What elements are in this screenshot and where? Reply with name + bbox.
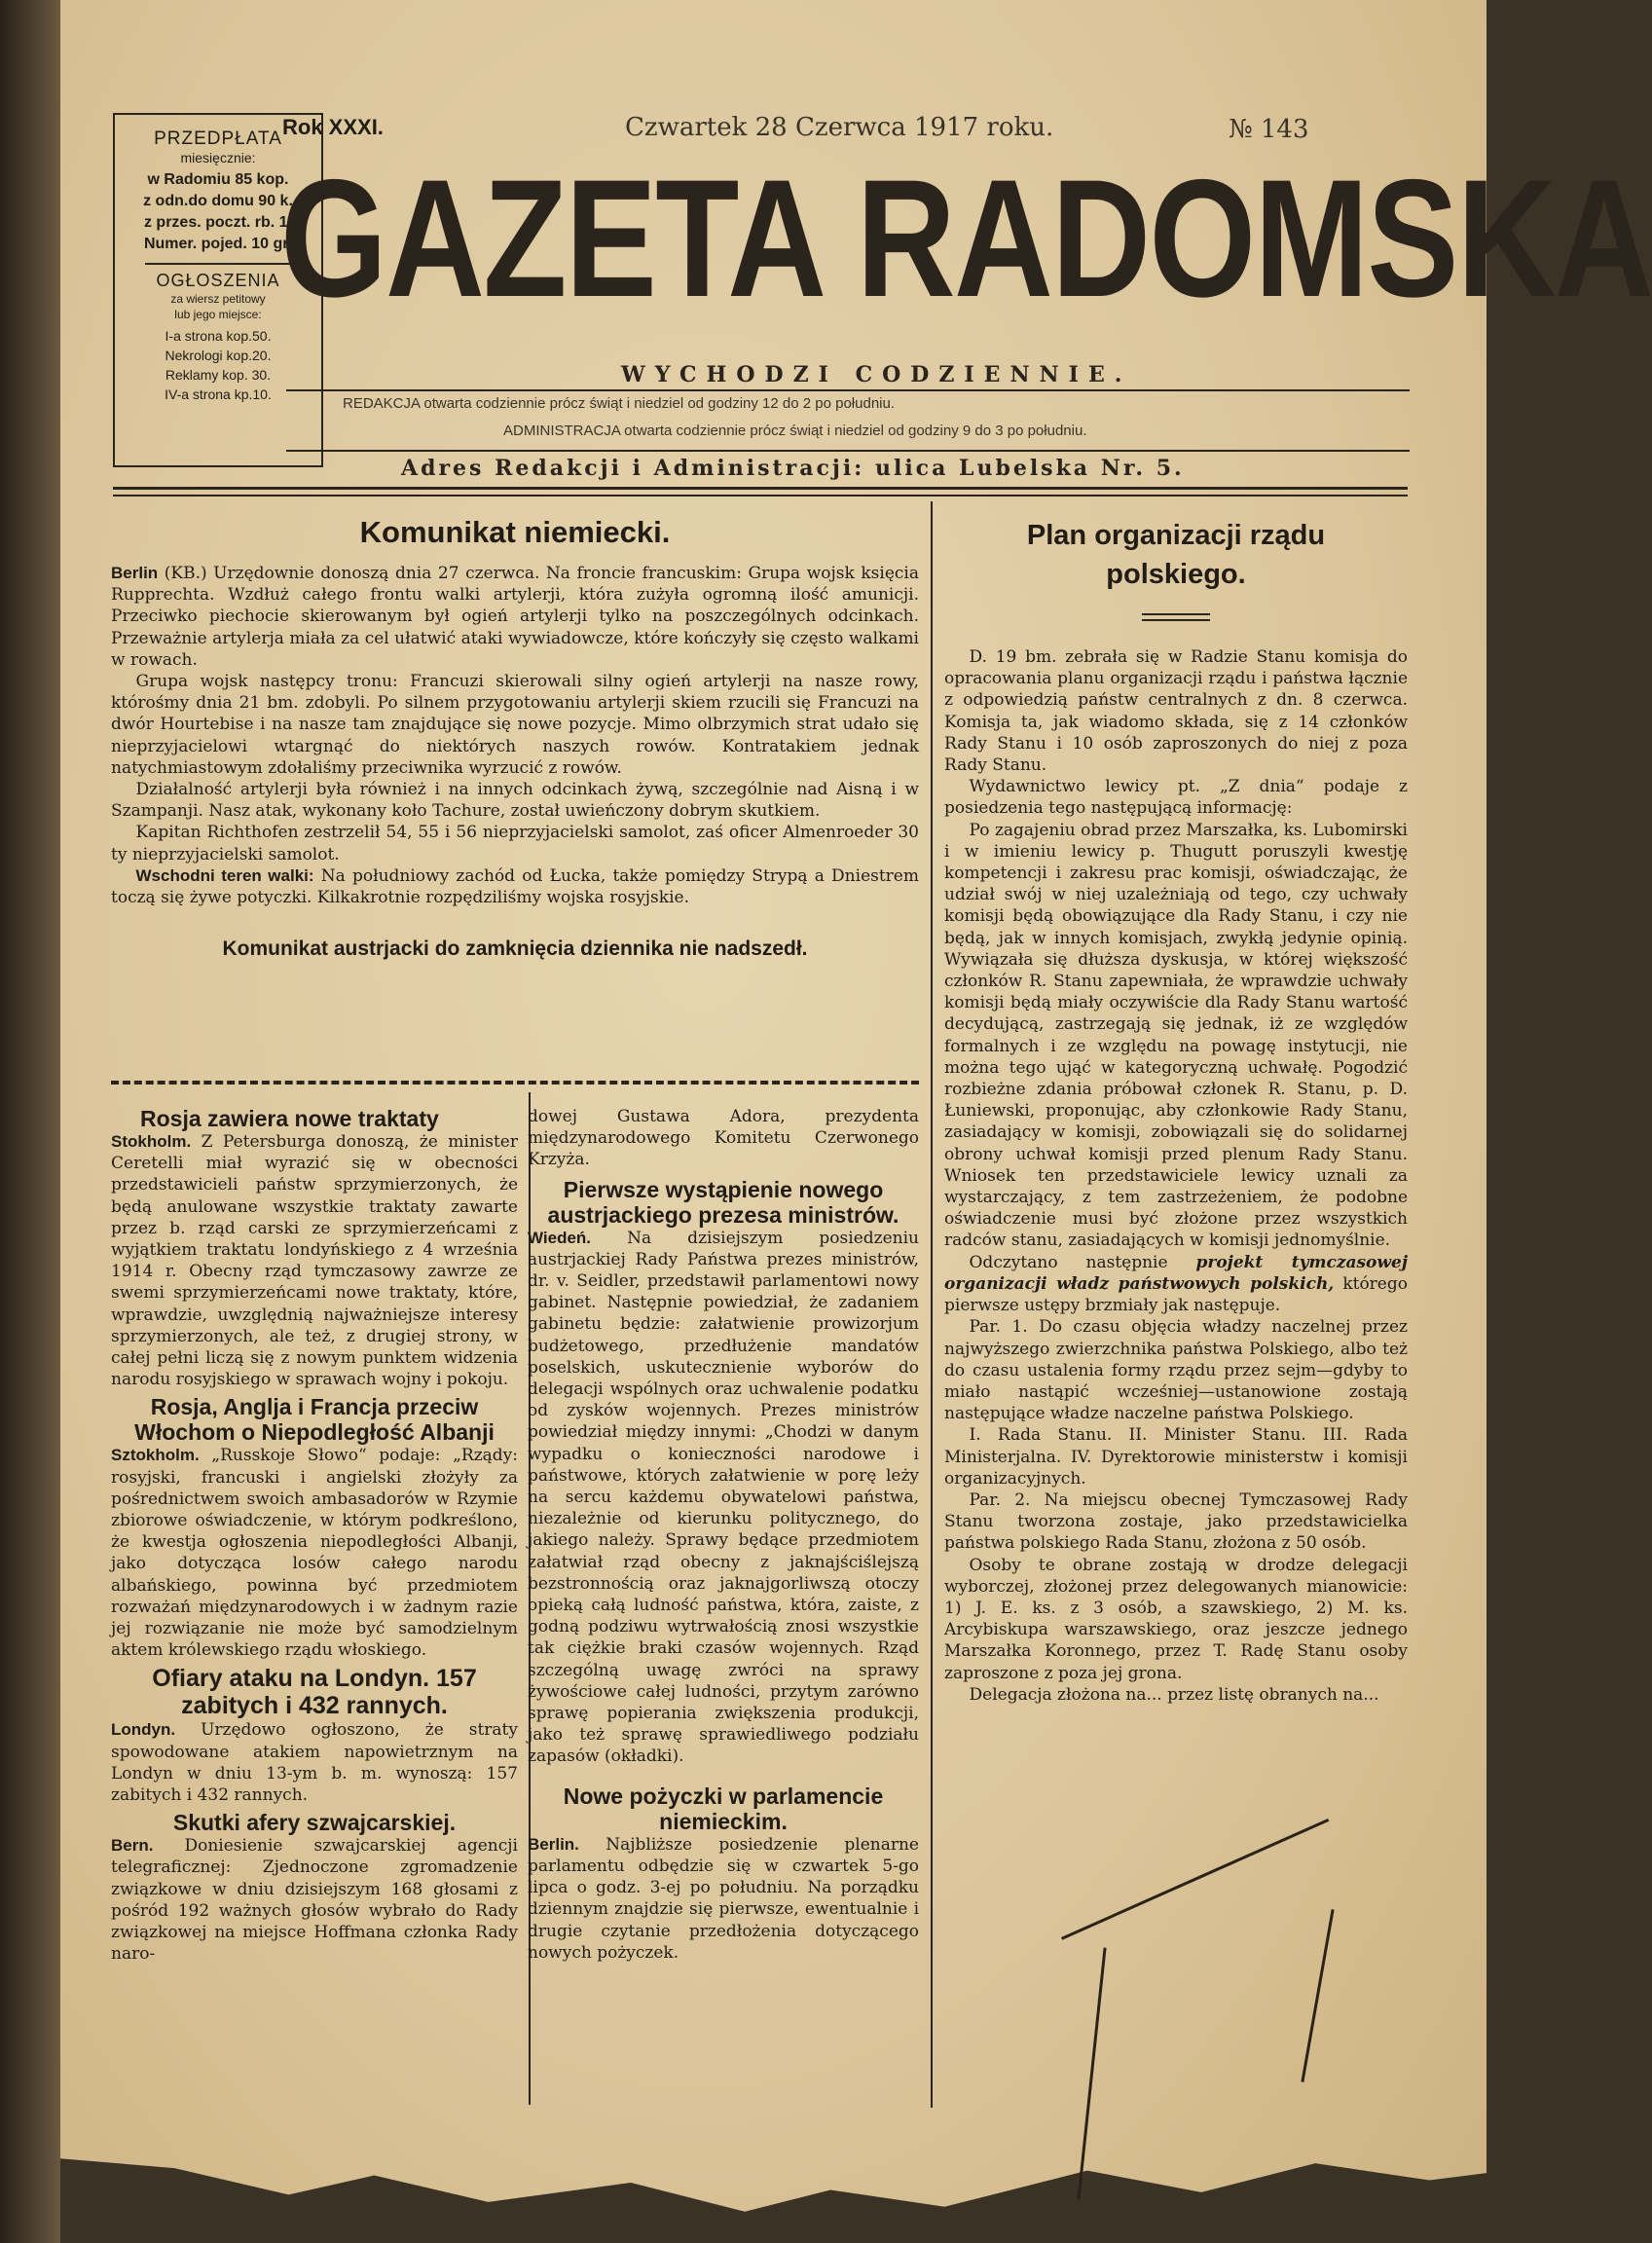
ads-line: IV-a strona kp.10. bbox=[165, 386, 272, 402]
article-title: Nowe pożyczki w parlamencie niemieckim. bbox=[563, 1783, 884, 1834]
column-middle-lower bbox=[528, 1106, 919, 1964]
paragraph: (KB.) Urzędownie donoszą dnia 27 czerwca. Na froncie francuskim: Grupa wojsk księcia Rupprechta. Wzdłuż całego frontu walki artylerji, która zużyła ogromną ilość amunicji. Przeciwko piechocie skierowanym był ogień artylerji tylko na poszczególnych odcinkach. Przeważnie artylerja miała za cel ułatwić ataki wywiadowcze, które kończyły się często walkami w rowach. bbox=[111, 564, 919, 670]
section-lead: Wschodni teren walki: bbox=[135, 865, 314, 885]
subscription-subtitle: miesięcznie: bbox=[180, 150, 256, 165]
paragraph: Kapitan Richthofen zestrzelił 54, 55 i 56 nieprzyjacielski samolot, zaś oficer Almenroeder 30 ty nieprzyjacielski samolot. bbox=[111, 823, 919, 864]
paragraph: Na dzisiejszym posiedzeniu austrjackiej Rady Państwa prezes ministrów, dr. v. Seidler, przedstawił parlamentowi nowy gabinet. Następnie powiedział, że zadaniem gabinetu będzie: załatwienie prowizorjum budżetowego, przedłużenie mandatów poselskich, uskutecznienie wyborów do delegacji wspólnych oraz uchwalenie podatku od zysków wojennych. Prezes ministrów powiedział między innymi: „Chodzi w danym wypadku o konieczności narodowe i państwowe, których załatwienie w porę leży na sercu każdemu obywatelowi państwa, niezależnie od kierunku politycznego, do jakiego należy. Sprawy będące przedmiotem załatwiał rząd obecny z jaknajściślejszą bezstronnością oraz jaknajgorliwszą otoczy opieką całą ludność państwa, która, zaiste, z godną podziwu wytrwałością znosi wszystkie tak ciężkie braki czasów wojennych. Rząd szczególną uwagę zwróci na sprawy żywościowe całej ludności, przytym zarówno sprawę popierania zwiększenia produkcji, jako też sprawę sprawiedliwego podziału zapasów (okładki). bbox=[528, 1228, 919, 1767]
emphasis: projekt tymczasowej organizacji władz państwowych polskich, bbox=[944, 1252, 1408, 1294]
article-title: Ofiary ataku na Londyn. 157 zabitych i 432 rannych. bbox=[152, 1665, 477, 1720]
paragraph: Wydawnictwo lewicy pt. „Z dnia“ podaje z posiedzenia tego następującą informację: bbox=[944, 777, 1408, 819]
paragraph: Po zagajeniu obrad przez Marszałka, ks. Lubomirski i w imieniu lewicy p. Thugutt poruszyli kwestję kompetencji i zakresu prac komisji, oświadczając, że udział swój w niej uzależniają od tego, czy uchwały komisji będą obowiązujące dla Rady Stanu, i czy nie będą, jak w innych komisjach, zwykłą jedynie opinią. Wywiązała się dłuższa dyskusja, w której większość członków R. Stanu zapewniała, że wprawdzie uchwały komisji będą miały oczywiście dla Rady Stanu wartość decydującą, zastrzegają się jednak, iż ze względów formalnych i ze względu na powagę instytucji, nie można tego ująć w kategoryczną uchwałę. Pogodzić rozbieżne zdania próbował członek R. Stanu, p. D. Łuniewski, proponując, aby członkowie Rady Stanu, zasiadający w komisji, zobowiązali się do solidarnej obrony uchwał komisji przed plenum Rady Stanu. Wniosek ten przedstawiciele lewicy uznali za wystarczający, z tem zastrzeżeniem, że podobne oświadczenie musi być złożone przez wszystkich radców stanu, zasiadających w komisji jednomyślnie. bbox=[944, 820, 1408, 1251]
ads-line: za wiersz petitowy bbox=[170, 292, 266, 306]
dateline: Londyn. bbox=[111, 1720, 176, 1740]
paragraph: którego pierwsze ustępy brzmiały jak następuje. bbox=[944, 1273, 1408, 1316]
article-title: Rosja zawiera nowe traktaty bbox=[140, 1106, 439, 1131]
ads-title: OGŁOSZENIA bbox=[156, 271, 280, 290]
column-left-lower bbox=[111, 1106, 518, 1966]
paragraph: Osoby te obrane zostają w drodze delegacji wyborczej, złożonej przez delegowanych mianowicie: 1) J. E. ks. z 3 osób, a szawskiego, 2) M. ks. Arcybiskupa warszawskiego, oraz jeszcze jednego Marszałka Koronnego, przez T. Radę Stanu osoby zaproszone z poza jej grona. bbox=[944, 1555, 1408, 1683]
paragraph: Z Petersburga donoszą, że minister Ceretelli miał wyrazić się w obecności przedstawicieli państw sprzymierzonych, że będą anulowane wszystkie traktaty zawarte przez b. rząd carski ze sprzymierzeńcami z wyjątkiem traktatu londyńskiego z 4 września 1914 r. Obecny rząd tymczasowy zawrze ze swemi sprzymierzeńcami nowe traktaty, które, wprawdzie, uwzględnią najważniejsze interesy sprzymierzonych, ale też, z drugiej strony, w całej pełni liczą się z nowym punktem widzenia narodu rosyjskiego w sprawach wojny i pokoju. bbox=[111, 1132, 518, 1390]
newspaper-title: GAZETA RADOMSKA bbox=[280, 145, 1652, 332]
administracja-line: ADMINISTRACJA otwarta codziennie prócz świąt i niedziel od godziny 9 do 3 po południu. bbox=[503, 423, 1087, 439]
article-komunikat-niemiecki bbox=[111, 514, 919, 961]
paragraph: Urzędowo ogłoszono, że straty spowodowane atakiem napowietrznym na Londyn w dniu 13-ym b. m. wynoszą: 157 zabitych i 432 rannych. bbox=[111, 1720, 518, 1806]
volume-label: Rok XXXI. bbox=[282, 115, 384, 139]
article-title: Plan organizacji rządu polskiego. bbox=[1026, 520, 1326, 590]
article-title: Pierwsze wystąpienie nowego austrjackiego prezesa ministrów. bbox=[547, 1176, 899, 1228]
article-title: Skutki afery szwajcarskiej. bbox=[172, 1810, 457, 1836]
redakcja-line: REDAKCJA otwarta codziennie prócz świąt i niedziel od godziny 12 do 2 po południu. bbox=[343, 395, 895, 412]
dateline: Sztokholm. bbox=[111, 1446, 200, 1465]
paragraph: dowej Gustawa Adora, prezydenta międzynarodowego Komitetu Czerwonego Krzyża. bbox=[528, 1107, 919, 1170]
ads-line: Reklamy kop. 30. bbox=[165, 367, 272, 383]
article-plan-organizacji bbox=[944, 516, 1408, 1706]
ads-line: lub jego miejsce: bbox=[174, 308, 262, 321]
price-line: w Radomiu 85 kop. bbox=[147, 171, 289, 188]
book-binding bbox=[0, 0, 60, 2243]
article-title: Rosja, Anglja i Francja przeciw Włochom o Niepodległość Albanji bbox=[134, 1394, 495, 1446]
ads-line: Nekrologi kop.20. bbox=[165, 348, 272, 363]
paragraph: D. 19 bm. zebrała się w Radzie Stanu komisja do opracowania planu organizacji rządu i państwa łącznie z odpowiedzią państw centralnych z dn. 8 czerwca. Komisja ta, jak wiadomo składa, się z 14 członków Rady Stanu i 10 osób zaproszonych do niej z poza Rady Stanu. bbox=[944, 647, 1408, 776]
paragraph: Grupa wojsk następcy tronu: Francuzi skierowali silny ogień artylerji na nasze rowy, którośmy dnia 21 bm. zdobyli. Po silnem przygotowaniu artylerji skiem rzucili się Francuzi na dwór Hourtebise i na nasze tam znajdujące się nowe pozycje. Mimo olbrzymich strat udało się nieprzyjacielowi wtargnąć do niektórych naszych rowów. Kontratakiem jednak natychmiastowym zdołaliśmy przeciwnika wyrzucić z rowów. bbox=[111, 672, 919, 778]
paragraph: I. Rada Stanu. II. Minister Stanu. III. Rada Ministerjalna. IV. Dyrektorowie ministerstw i komisji organizacyjnych. bbox=[944, 1425, 1408, 1489]
paragraph: Doniesienie szwajcarskiej agencji telegraficznej: Zjednoczone zgromadzenie związkowe w dniu dzisiejszym 168 głosami z pośród 192 ważnych głosów wybrało do Rady związkowej na miejsce Hoffmana członka Rady naro- bbox=[111, 1836, 518, 1965]
paragraph: Par. 2. Na miejscu obecnej Tymczasowej Rady Stanu tworzona zostaje, jako przedstawicielka państwa polskiego Rada Stanu, złożona z 50 osób. bbox=[944, 1489, 1408, 1554]
dateline: Wiedeń. bbox=[528, 1228, 592, 1247]
date-line: Czwartek 28 Czerwca 1917 roku. bbox=[625, 113, 1054, 142]
austrian-note: Komunikat austrjacki do zamknięcia dziennika nie nadszedł. bbox=[222, 938, 808, 961]
price-line: Numer. pojed. 10 gr. bbox=[143, 236, 293, 252]
paper-crack bbox=[1061, 1819, 1329, 1940]
ads-line: I-a strona kop.50. bbox=[165, 328, 272, 344]
dateline: Berlin. bbox=[528, 1834, 579, 1854]
newspaper-page bbox=[60, 0, 1652, 2243]
paragraph: Odczytano następnie bbox=[969, 1252, 1196, 1272]
dateline: Bern. bbox=[111, 1836, 154, 1856]
torn-bottom-edge bbox=[60, 2122, 1487, 2243]
title-subtitle: WYCHODZI CODZIENNIE. bbox=[621, 362, 1132, 387]
paragraph: Delegacja złożona na... przez listę obranych na... bbox=[969, 1684, 1379, 1705]
dateline: Berlin bbox=[111, 564, 159, 582]
issue-number: № 143 bbox=[1229, 115, 1309, 144]
address-line: Adres Redakcji i Administracji: ulica Lubelska Nr. 5. bbox=[401, 456, 1185, 481]
paragraph: Najbliższe posiedzenie plenarne parlamentu odbędzie się w czwartek 5-go lipca o godz. 3-ej po południu. Na porządku dziennym znajdzie się pierwsze, ewentualnie i drugie czytanie przedłożenia dotyczącego nowych pożyczek. bbox=[528, 1834, 919, 1963]
price-line: z przes. poczt. rb. 1. bbox=[143, 214, 293, 231]
paragraph: Na południowy zachód od Łucka, także pomiędzy Strypą a Dniestrem toczą się żywe potyczki. Kilkakrotnie rozpędziliśmy wojska rosyjskie. bbox=[111, 865, 919, 908]
subscription-title: PRZEDPŁATA bbox=[154, 129, 282, 149]
paragraph: Par. 1. Do czasu objęcia władzy naczelnej przez najwyższego zwierzchnika państwa Polskiego, albo też do czasu ustalenia formy rządu przez sejm—gdyby to miało nastąpić wcześniej—ustanowione zostają następujące władze naczelne państwa Polskiego. bbox=[944, 1317, 1408, 1424]
article-title: Komunikat niemiecki. bbox=[359, 515, 671, 549]
paragraph: „Russkoje Słowo“ podaje: „Rządy: rosyjski, francuski i angielski złożyły za pośrednictwem swoich ambasadorów w Rzymie zbiorowe oświadczenie, w którym podkreślono, że kwestja ogłoszenia niepodległości Albanji, jako dotycząca losów całego narodu albańskiego, powinna być przedmiotem rozważań międzynarodowych i w żadnym razie jej rozwiązanie nie może być samodzielnym aktem królewskiego rządu włoskiego. bbox=[111, 1446, 518, 1661]
price-line: z odn.do domu 90 k. bbox=[143, 193, 293, 209]
dateline: Stokholm. bbox=[111, 1132, 192, 1151]
paragraph: Działalność artylerji była również i na innych odcinkach żywą, szczególnie nad Aisną i w Szampanji. Nasz atak, wykonany koło Tachure, został uwieńczony dobrym skutkiem. bbox=[111, 780, 919, 822]
